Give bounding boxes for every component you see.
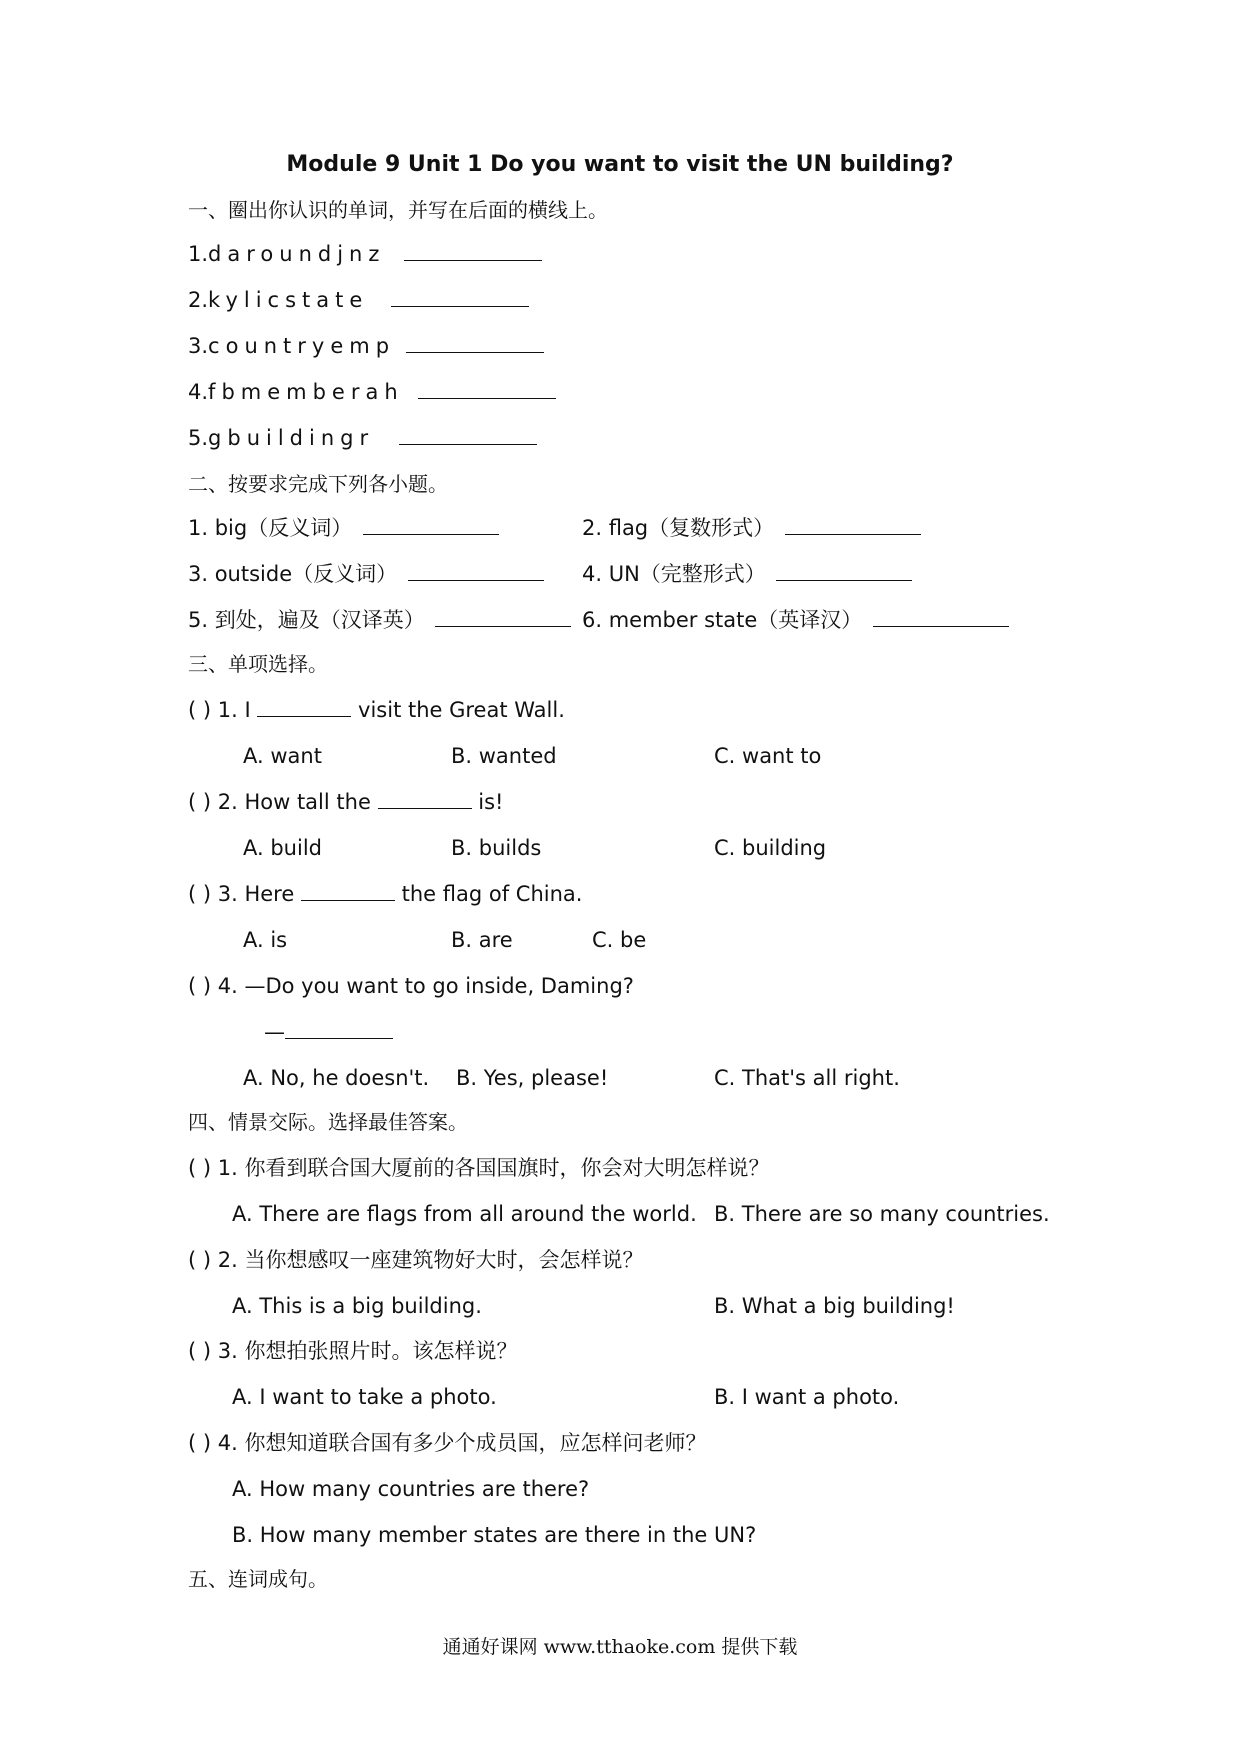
question-text: 1. 你看到联合国大厦前的各国国旗时，你会对大明怎样说？ xyxy=(217,1156,770,1180)
item-number: 4. xyxy=(188,380,209,404)
letter-string: fbmemberah xyxy=(208,380,404,404)
option-c[interactable]: C. building xyxy=(714,836,827,860)
question-text: 1. I xyxy=(217,698,251,722)
answer-paren[interactable]: ( ) xyxy=(188,790,212,814)
answer-paren[interactable]: ( ) xyxy=(188,1431,212,1455)
option-b[interactable]: B. How many member states are there in the UN? xyxy=(232,1523,757,1547)
answer-blank[interactable] xyxy=(391,286,529,307)
question-text: visit the Great Wall. xyxy=(358,698,565,722)
section1-heading: 一、圈出你认识的单词，并写在后面的横线上。 xyxy=(188,198,608,222)
answer-blank[interactable] xyxy=(378,788,472,809)
item-number: 5. xyxy=(188,426,209,450)
task-label: 5. 到处，遍及（汉译英） xyxy=(188,608,425,632)
task-item-1 xyxy=(188,514,499,542)
section2-heading: 二、按要求完成下列各小题。 xyxy=(188,472,448,496)
option-a[interactable]: A. No, he doesn't. xyxy=(243,1066,430,1090)
situation-question-3 xyxy=(188,1337,517,1365)
section3-heading: 三、单项选择。 xyxy=(188,652,328,676)
letter-string: countryemp xyxy=(208,334,396,358)
option-a[interactable]: A. want xyxy=(243,744,322,768)
answer-blank[interactable] xyxy=(404,240,542,261)
word-search-item-1 xyxy=(188,240,542,268)
situation-question-1 xyxy=(188,1154,769,1182)
task-item-6 xyxy=(582,606,1009,634)
answer-blank[interactable] xyxy=(785,514,921,535)
option-b[interactable]: B. What a big building! xyxy=(714,1294,955,1318)
task-label: 2. flag（复数形式） xyxy=(582,516,775,540)
task-item-5 xyxy=(188,606,571,634)
mc-question-3 xyxy=(188,880,582,908)
option-b[interactable]: B. I want a photo. xyxy=(714,1385,900,1409)
answer-blank[interactable] xyxy=(418,378,556,399)
task-item-3 xyxy=(188,560,544,588)
answer-blank[interactable] xyxy=(399,424,537,445)
option-c[interactable]: C. want to xyxy=(714,744,822,768)
option-a[interactable]: A. There are flags from all around the world. xyxy=(232,1202,697,1226)
item-number: 2. xyxy=(188,288,209,312)
situation-question-2 xyxy=(188,1246,643,1274)
footer-source: 通通好课网 www.tthaoke.com 提供下载 xyxy=(442,1636,798,1658)
word-search-item-2 xyxy=(188,286,529,314)
option-b[interactable]: B. builds xyxy=(451,836,542,860)
letter-string: daroundjnz xyxy=(208,242,386,266)
question-text: 4. 你想知道联合国有多少个成员国，应怎样问老师？ xyxy=(217,1431,707,1455)
answer-blank[interactable] xyxy=(257,696,351,717)
answer-blank[interactable] xyxy=(435,606,571,627)
answer-blank[interactable] xyxy=(301,880,395,901)
option-a[interactable]: A. build xyxy=(243,836,322,860)
question-text: is! xyxy=(478,790,504,814)
mc-question-4 xyxy=(188,972,634,1000)
answer-blank[interactable] xyxy=(776,560,912,581)
answer-blank[interactable] xyxy=(408,560,544,581)
letter-string: gbuildingr xyxy=(208,426,375,450)
answer-paren[interactable]: ( ) xyxy=(188,1339,212,1363)
answer-blank[interactable] xyxy=(363,514,499,535)
answer-paren[interactable]: ( ) xyxy=(188,974,212,998)
question-text: the flag of China. xyxy=(401,882,583,906)
word-search-item-4 xyxy=(188,378,556,406)
option-b[interactable]: B. There are so many countries. xyxy=(714,1202,1050,1226)
option-a[interactable]: A. How many countries are there? xyxy=(232,1477,590,1501)
option-b[interactable]: B. are xyxy=(451,928,513,952)
answer-paren[interactable]: ( ) xyxy=(188,1248,212,1272)
question-text: 4. —Do you want to go inside, Daming? xyxy=(217,974,634,998)
answer-blank[interactable] xyxy=(406,332,544,353)
option-c[interactable]: C. be xyxy=(592,928,647,952)
item-number: 1. xyxy=(188,242,209,266)
option-b[interactable]: B. wanted xyxy=(451,744,557,768)
task-label: 4. UN（完整形式） xyxy=(582,562,766,586)
option-a[interactable]: A. This is a big building. xyxy=(232,1294,482,1318)
option-a[interactable]: A. is xyxy=(243,928,288,952)
task-label: 6. member state（英译汉） xyxy=(582,608,863,632)
letter-string: kylicstate xyxy=(208,288,369,312)
section5-heading: 五、连词成句。 xyxy=(188,1567,328,1591)
word-search-item-5 xyxy=(188,424,537,452)
question-text: 2. 当你想感叹一座建筑物好大时，会怎样说？ xyxy=(217,1248,644,1272)
worksheet-title: Module 9 Unit 1 Do you want to visit the UN building? xyxy=(286,152,954,177)
question-text: 3. Here xyxy=(217,882,295,906)
option-c[interactable]: C. That's all right. xyxy=(714,1066,900,1090)
task-item-2 xyxy=(582,514,921,542)
mc-question-1 xyxy=(188,696,565,724)
question-text: 3. 你想拍张照片时。该怎样说？ xyxy=(217,1339,518,1363)
answer-paren[interactable]: ( ) xyxy=(188,698,212,722)
reply-dash: — xyxy=(264,1020,285,1044)
answer-paren[interactable]: ( ) xyxy=(188,1156,212,1180)
situation-question-4 xyxy=(188,1429,706,1457)
word-search-item-3 xyxy=(188,332,544,360)
task-label: 1. big（反义词） xyxy=(188,516,353,540)
task-item-4 xyxy=(582,560,912,588)
answer-paren[interactable]: ( ) xyxy=(188,882,212,906)
item-number: 3. xyxy=(188,334,209,358)
question-text: 2. How tall the xyxy=(217,790,371,814)
section4-heading: 四、情景交际。选择最佳答案。 xyxy=(188,1110,468,1134)
option-a[interactable]: A. I want to take a photo. xyxy=(232,1385,497,1409)
answer-blank[interactable] xyxy=(285,1018,393,1039)
task-label: 3. outside（反义词） xyxy=(188,562,398,586)
option-b[interactable]: B. Yes, please! xyxy=(456,1066,609,1090)
answer-blank[interactable] xyxy=(873,606,1009,627)
mc-question-2 xyxy=(188,788,503,816)
reply-line xyxy=(264,1018,393,1046)
